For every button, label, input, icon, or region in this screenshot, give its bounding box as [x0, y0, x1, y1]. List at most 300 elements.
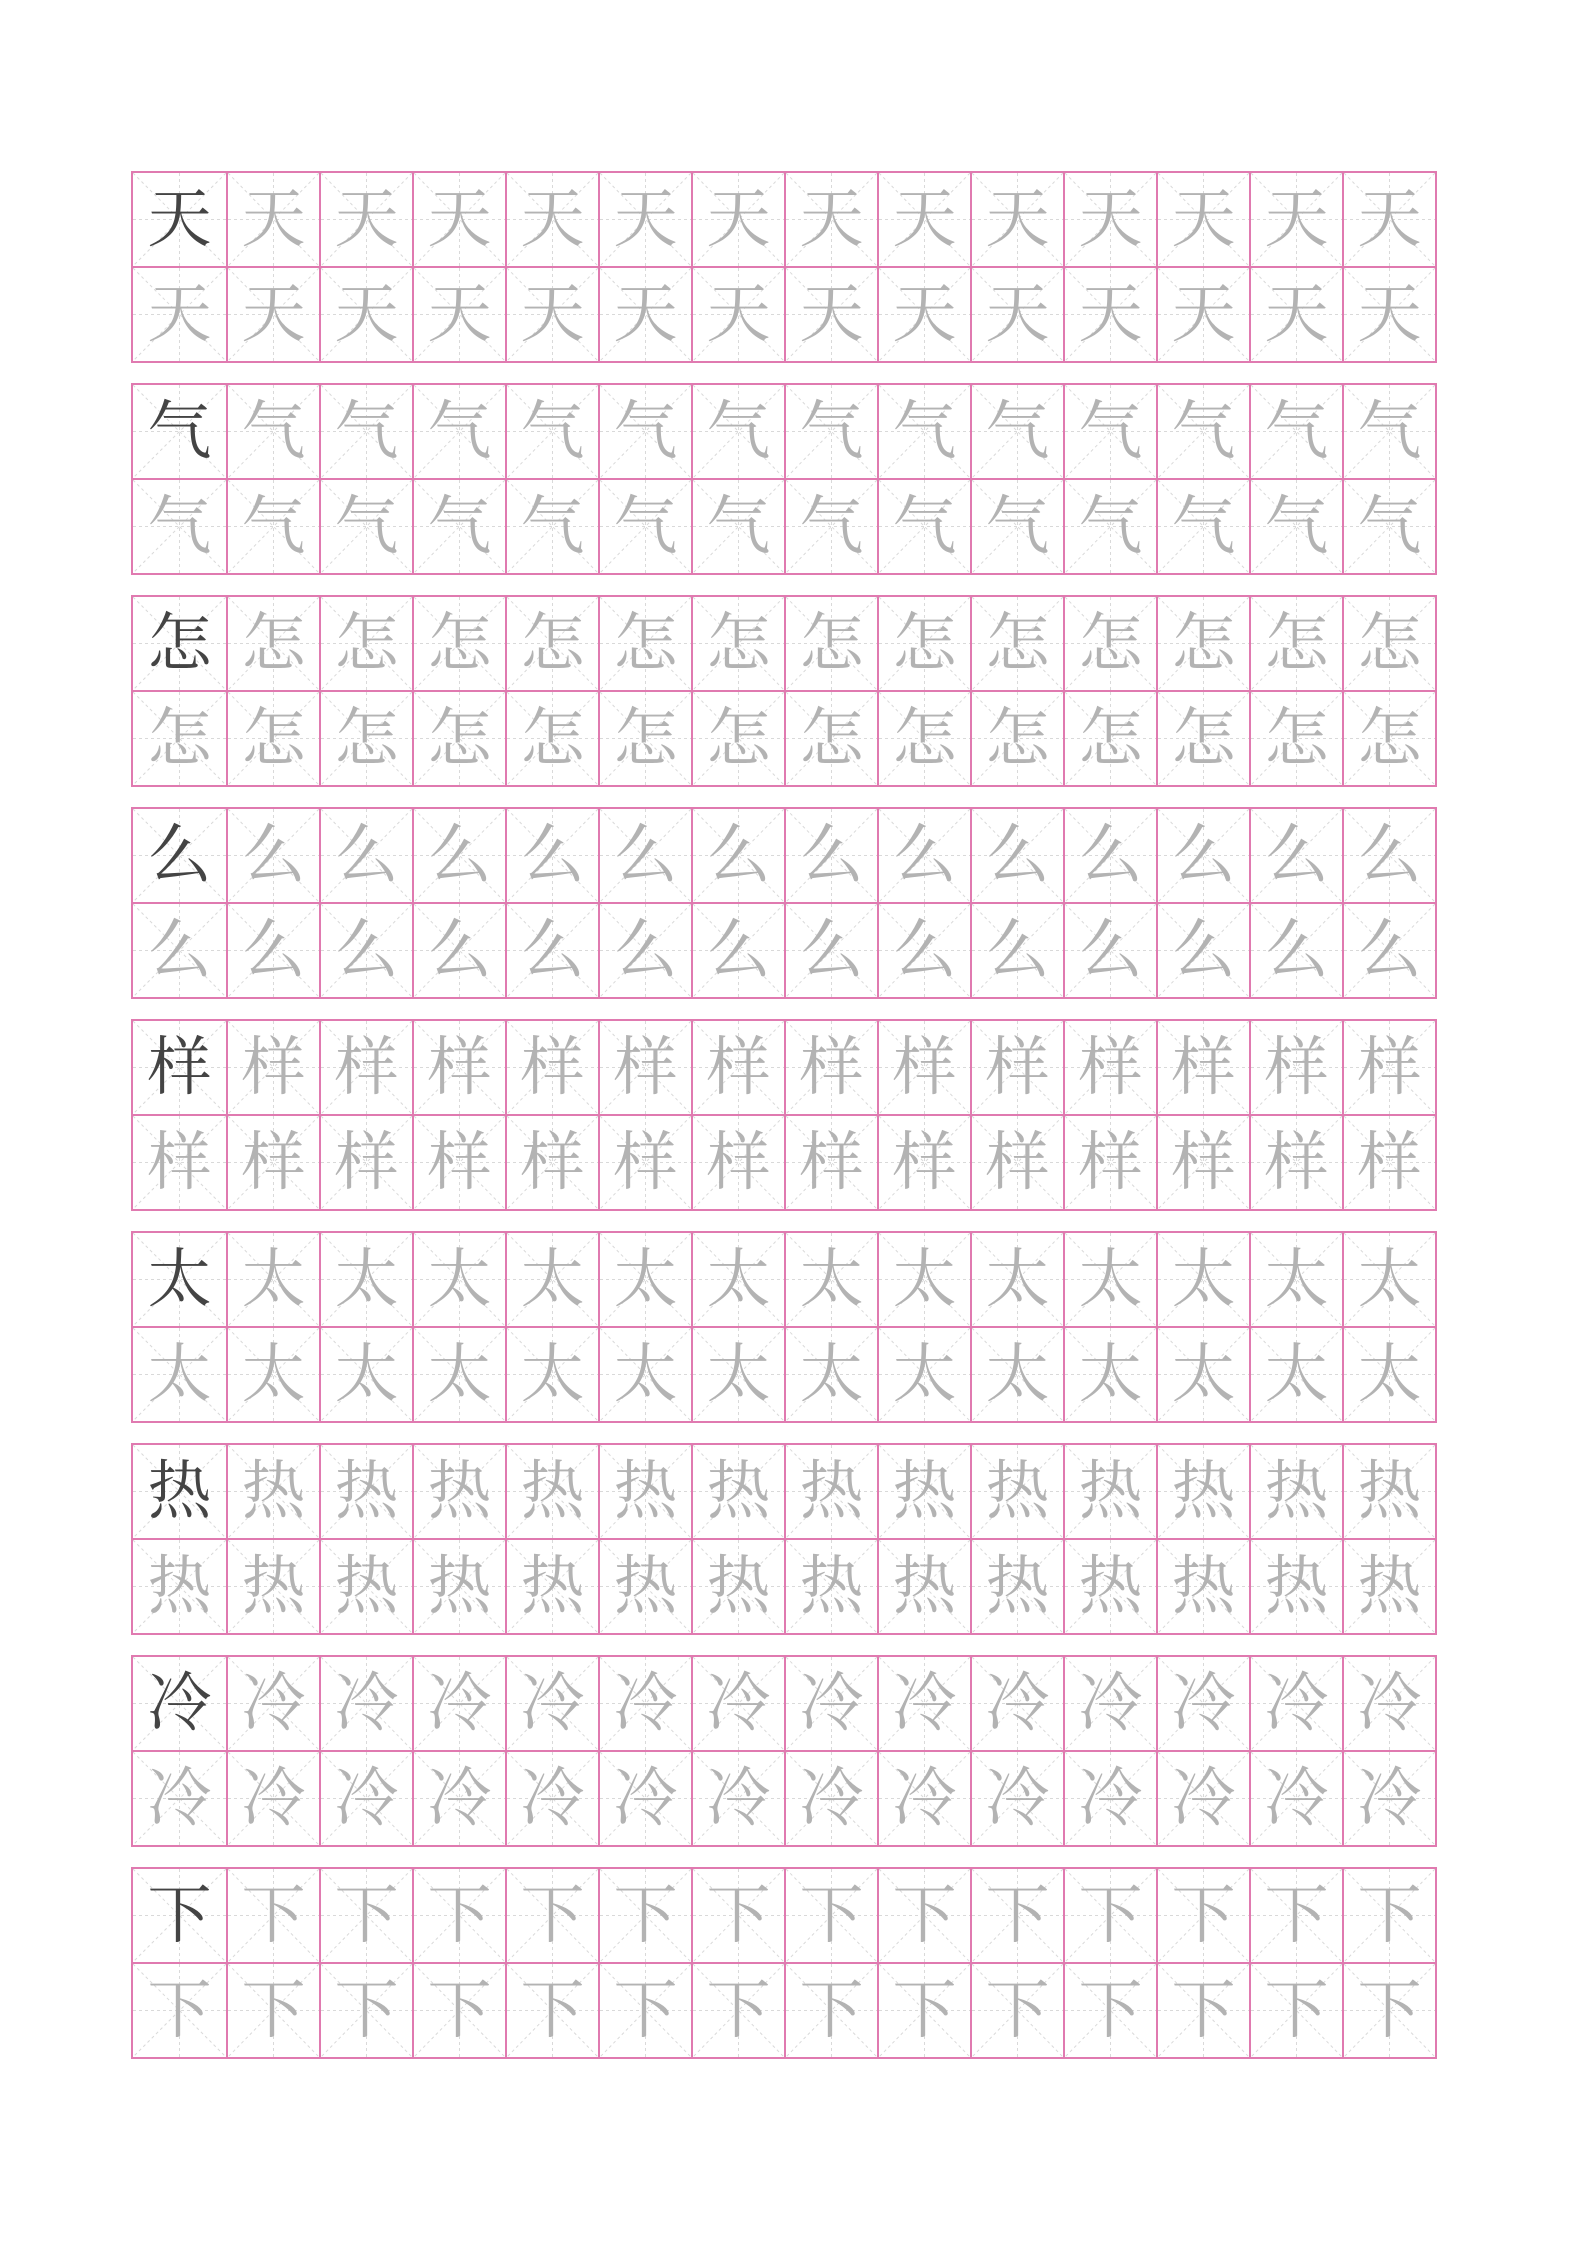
trace-character: 太: [147, 1337, 212, 1412]
grid-cell: [784, 1964, 877, 2057]
trace-character: 么: [892, 913, 957, 988]
grid-cell: [412, 480, 505, 573]
grid-cell: [319, 1328, 412, 1421]
grid-cell: [133, 809, 226, 902]
grid-cell: [319, 1540, 412, 1633]
trace-character: 热: [1357, 1549, 1422, 1624]
trace-character: 么: [147, 913, 212, 988]
model-character: 下: [147, 1878, 212, 1953]
grid-cell: [412, 173, 505, 266]
grid-cell: [1342, 385, 1435, 478]
trace-character: 下: [892, 1878, 957, 1953]
trace-character: 气: [1078, 489, 1143, 564]
grid-cell: [877, 692, 970, 785]
trace-character: 冷: [1264, 1666, 1329, 1741]
grid-cell: [319, 1869, 412, 1962]
trace-character: 怎: [799, 701, 864, 776]
grid-cell: [1342, 1540, 1435, 1633]
character-block: [131, 1231, 1437, 1423]
trace-character: 热: [1078, 1549, 1143, 1624]
grid-cell: [1249, 1540, 1342, 1633]
grid-cell: [133, 480, 226, 573]
trace-character: 太: [799, 1242, 864, 1317]
grid-cell: [1156, 1540, 1249, 1633]
trace-character: 怎: [706, 701, 771, 776]
grid-cell: [784, 1540, 877, 1633]
grid-cell: [691, 1964, 784, 2057]
trace-character: 热: [1264, 1454, 1329, 1529]
grid-cell: [1063, 1964, 1156, 2057]
grid-cell: [784, 597, 877, 690]
grid-cell: [505, 1869, 598, 1962]
trace-character: 热: [1171, 1549, 1236, 1624]
trace-character: 热: [985, 1549, 1050, 1624]
grid-cell: [1156, 480, 1249, 573]
grid-cell: [133, 385, 226, 478]
grid-cell: [691, 1328, 784, 1421]
trace-character: 下: [520, 1878, 585, 1953]
grid-cell: [133, 1869, 226, 1962]
grid-cell: [133, 268, 226, 361]
grid-cell: [598, 268, 691, 361]
grid-cell: [226, 1116, 319, 1209]
trace-character: 天: [613, 182, 678, 257]
grid-cell: [1156, 1657, 1249, 1750]
trace-character: 样: [1264, 1030, 1329, 1105]
grid-cell: [412, 1540, 505, 1633]
trace-character: 天: [985, 277, 1050, 352]
grid-cell: [1342, 1657, 1435, 1750]
trace-character: 么: [1264, 818, 1329, 893]
grid-cell: [877, 173, 970, 266]
grid-cell: [1342, 480, 1435, 573]
grid-cell: [1342, 1964, 1435, 2057]
grid-cell: [1249, 1116, 1342, 1209]
grid-cell: [133, 1964, 226, 2057]
trace-character: 怎: [892, 606, 957, 681]
grid-cell: [970, 1445, 1063, 1538]
grid-cell: [1249, 173, 1342, 266]
trace-character: 下: [241, 1878, 306, 1953]
grid-cell: [226, 809, 319, 902]
trace-character: 怎: [334, 606, 399, 681]
trace-character: 太: [892, 1337, 957, 1412]
practice-row: [133, 902, 1435, 997]
trace-character: 气: [1078, 394, 1143, 469]
grid-cell: [784, 1657, 877, 1750]
trace-character: 热: [1078, 1454, 1143, 1529]
grid-cell: [226, 480, 319, 573]
practice-row: [133, 690, 1435, 785]
trace-character: 下: [334, 1973, 399, 2048]
grid-cell: [784, 1116, 877, 1209]
trace-character: 气: [892, 394, 957, 469]
trace-character: 热: [1357, 1454, 1422, 1529]
trace-character: 冷: [1171, 1666, 1236, 1741]
grid-cell: [319, 1021, 412, 1114]
trace-character: 太: [241, 1242, 306, 1317]
grid-cell: [877, 1116, 970, 1209]
trace-character: 样: [892, 1030, 957, 1105]
trace-character: 热: [427, 1454, 492, 1529]
trace-character: 太: [985, 1337, 1050, 1412]
grid-cell: [133, 173, 226, 266]
trace-character: 怎: [892, 701, 957, 776]
trace-character: 下: [1357, 1878, 1422, 1953]
grid-cell: [1156, 1233, 1249, 1326]
grid-cell: [226, 1328, 319, 1421]
grid-cell: [412, 1328, 505, 1421]
trace-character: 样: [706, 1125, 771, 1200]
grid-cell: [598, 1445, 691, 1538]
grid-cell: [319, 692, 412, 785]
trace-character: 太: [892, 1242, 957, 1317]
trace-character: 下: [799, 1878, 864, 1953]
trace-character: 天: [799, 277, 864, 352]
trace-character: 冷: [427, 1761, 492, 1836]
grid-cell: [970, 385, 1063, 478]
grid-cell: [412, 1964, 505, 2057]
trace-character: 气: [799, 394, 864, 469]
trace-character: 样: [706, 1030, 771, 1105]
trace-character: 热: [241, 1549, 306, 1624]
trace-character: 天: [520, 182, 585, 257]
grid-cell: [784, 904, 877, 997]
grid-cell: [505, 268, 598, 361]
trace-character: 下: [1078, 1878, 1143, 1953]
grid-cell: [598, 1540, 691, 1633]
grid-cell: [877, 1445, 970, 1538]
grid-cell: [691, 173, 784, 266]
trace-character: 热: [1264, 1549, 1329, 1624]
trace-character: 天: [427, 182, 492, 257]
grid-cell: [691, 1869, 784, 1962]
grid-cell: [1156, 809, 1249, 902]
trace-character: 下: [1078, 1973, 1143, 2048]
character-block: [131, 595, 1437, 787]
trace-character: 气: [1357, 394, 1422, 469]
grid-cell: [598, 904, 691, 997]
trace-character: 天: [334, 182, 399, 257]
grid-cell: [877, 1021, 970, 1114]
trace-character: 么: [1357, 818, 1422, 893]
trace-character: 气: [520, 394, 585, 469]
grid-cell: [784, 268, 877, 361]
grid-cell: [1156, 1752, 1249, 1845]
trace-character: 气: [427, 489, 492, 564]
grid-cell: [319, 480, 412, 573]
trace-character: 怎: [241, 701, 306, 776]
trace-character: 太: [1171, 1337, 1236, 1412]
trace-character: 太: [1264, 1242, 1329, 1317]
trace-character: 怎: [334, 701, 399, 776]
trace-character: 怎: [147, 701, 212, 776]
practice-row: [133, 385, 1435, 478]
trace-character: 天: [520, 277, 585, 352]
trace-character: 么: [1171, 913, 1236, 988]
grid-cell: [1156, 173, 1249, 266]
grid-cell: [505, 1540, 598, 1633]
grid-cell: [505, 692, 598, 785]
grid-cell: [505, 1752, 598, 1845]
grid-cell: [412, 692, 505, 785]
grid-cell: [505, 1021, 598, 1114]
grid-cell: [877, 1540, 970, 1633]
trace-character: 么: [892, 818, 957, 893]
practice-row: [133, 1750, 1435, 1845]
grid-cell: [691, 480, 784, 573]
grid-cell: [226, 904, 319, 997]
grid-cell: [133, 1657, 226, 1750]
trace-character: 天: [1264, 277, 1329, 352]
grid-cell: [226, 692, 319, 785]
trace-character: 气: [427, 394, 492, 469]
trace-character: 下: [613, 1973, 678, 2048]
trace-character: 太: [520, 1242, 585, 1317]
trace-character: 下: [1171, 1973, 1236, 2048]
model-character: 太: [147, 1242, 212, 1317]
grid-cell: [226, 385, 319, 478]
trace-character: 样: [1264, 1125, 1329, 1200]
grid-cell: [1063, 480, 1156, 573]
character-block: [131, 1867, 1437, 2059]
trace-character: 太: [1357, 1337, 1422, 1412]
grid-cell: [1249, 692, 1342, 785]
grid-cell: [1342, 1328, 1435, 1421]
grid-cell: [412, 904, 505, 997]
trace-character: 气: [1357, 489, 1422, 564]
practice-row: [133, 1114, 1435, 1209]
trace-character: 天: [147, 277, 212, 352]
grid-cell: [691, 692, 784, 785]
grid-cell: [784, 692, 877, 785]
grid-cell: [1156, 1116, 1249, 1209]
grid-cell: [877, 904, 970, 997]
trace-character: 热: [799, 1454, 864, 1529]
grid-cell: [970, 173, 1063, 266]
grid-cell: [1249, 1445, 1342, 1538]
grid-cell: [1249, 597, 1342, 690]
trace-character: 怎: [520, 701, 585, 776]
trace-character: 怎: [1357, 701, 1422, 776]
trace-character: 天: [799, 182, 864, 257]
grid-cell: [226, 1021, 319, 1114]
grid-cell: [1249, 1233, 1342, 1326]
grid-cell: [226, 1445, 319, 1538]
trace-character: 冷: [892, 1761, 957, 1836]
trace-character: 冷: [147, 1761, 212, 1836]
trace-character: 冷: [241, 1666, 306, 1741]
practice-row: [133, 266, 1435, 361]
trace-character: 气: [334, 394, 399, 469]
trace-character: 样: [427, 1125, 492, 1200]
trace-character: 热: [334, 1549, 399, 1624]
trace-character: 冷: [1171, 1761, 1236, 1836]
trace-character: 热: [892, 1549, 957, 1624]
grid-cell: [598, 1964, 691, 2057]
trace-character: 天: [1357, 182, 1422, 257]
trace-character: 冷: [985, 1666, 1050, 1741]
trace-character: 气: [892, 489, 957, 564]
grid-cell: [1063, 1540, 1156, 1633]
grid-cell: [970, 1021, 1063, 1114]
trace-character: 冷: [799, 1666, 864, 1741]
grid-cell: [226, 173, 319, 266]
trace-character: 热: [613, 1454, 678, 1529]
grid-cell: [1063, 1869, 1156, 1962]
grid-cell: [412, 1021, 505, 1114]
trace-character: 下: [520, 1973, 585, 2048]
trace-character: 太: [706, 1242, 771, 1317]
grid-cell: [226, 268, 319, 361]
trace-character: 冷: [1357, 1666, 1422, 1741]
grid-cell: [1063, 1021, 1156, 1114]
model-character: 天: [147, 182, 212, 257]
grid-cell: [877, 1233, 970, 1326]
model-character: 么: [147, 818, 212, 893]
grid-cell: [598, 809, 691, 902]
grid-cell: [598, 1116, 691, 1209]
grid-cell: [412, 1657, 505, 1750]
grid-cell: [412, 809, 505, 902]
grid-cell: [133, 1021, 226, 1114]
grid-cell: [1249, 1752, 1342, 1845]
trace-character: 样: [427, 1030, 492, 1105]
model-character: 样: [147, 1030, 212, 1105]
practice-row: [133, 1233, 1435, 1326]
grid-cell: [1156, 1445, 1249, 1538]
trace-character: 太: [1357, 1242, 1422, 1317]
grid-cell: [1342, 692, 1435, 785]
trace-character: 下: [1171, 1878, 1236, 1953]
trace-character: 气: [1171, 489, 1236, 564]
practice-row: [133, 1869, 1435, 1962]
trace-character: 冷: [241, 1761, 306, 1836]
trace-character: 天: [241, 182, 306, 257]
grid-cell: [226, 1233, 319, 1326]
trace-character: 气: [1171, 394, 1236, 469]
trace-character: 么: [1078, 913, 1143, 988]
grid-cell: [970, 1657, 1063, 1750]
grid-cell: [1342, 1116, 1435, 1209]
trace-character: 么: [520, 913, 585, 988]
grid-cell: [133, 692, 226, 785]
grid-cell: [784, 385, 877, 478]
grid-cell: [784, 1233, 877, 1326]
grid-cell: [691, 385, 784, 478]
grid-cell: [877, 268, 970, 361]
grid-cell: [598, 1233, 691, 1326]
grid-cell: [1063, 692, 1156, 785]
grid-cell: [319, 1233, 412, 1326]
trace-character: 冷: [985, 1761, 1050, 1836]
grid-cell: [412, 385, 505, 478]
grid-cell: [412, 1233, 505, 1326]
grid-cell: [877, 480, 970, 573]
trace-character: 样: [334, 1030, 399, 1105]
grid-cell: [598, 1869, 691, 1962]
grid-cell: [598, 1657, 691, 1750]
trace-character: 怎: [985, 606, 1050, 681]
grid-cell: [784, 173, 877, 266]
grid-cell: [1156, 904, 1249, 997]
grid-cell: [970, 1964, 1063, 2057]
grid-cell: [1156, 268, 1249, 361]
grid-cell: [691, 1752, 784, 1845]
trace-character: 么: [613, 913, 678, 988]
trace-character: 样: [613, 1030, 678, 1105]
trace-character: 样: [147, 1125, 212, 1200]
practice-row: [133, 173, 1435, 266]
trace-character: 么: [985, 913, 1050, 988]
grid-cell: [319, 1116, 412, 1209]
trace-character: 怎: [1171, 701, 1236, 776]
trace-character: 热: [613, 1549, 678, 1624]
grid-cell: [598, 1328, 691, 1421]
grid-cell: [1342, 809, 1435, 902]
grid-cell: [598, 1021, 691, 1114]
grid-cell: [970, 1869, 1063, 1962]
trace-character: 样: [1078, 1030, 1143, 1105]
trace-character: 热: [334, 1454, 399, 1529]
trace-character: 样: [1357, 1030, 1422, 1105]
grid-cell: [1063, 1445, 1156, 1538]
trace-character: 怎: [799, 606, 864, 681]
trace-character: 太: [1171, 1242, 1236, 1317]
grid-cell: [505, 1445, 598, 1538]
grid-cell: [598, 173, 691, 266]
grid-cell: [319, 904, 412, 997]
trace-character: 下: [892, 1973, 957, 2048]
grid-cell: [1156, 1328, 1249, 1421]
trace-character: 下: [1264, 1878, 1329, 1953]
trace-character: 冷: [706, 1761, 771, 1836]
trace-character: 么: [985, 818, 1050, 893]
grid-cell: [319, 809, 412, 902]
grid-cell: [970, 1540, 1063, 1633]
trace-character: 冷: [613, 1666, 678, 1741]
grid-cell: [505, 1233, 598, 1326]
trace-character: 天: [892, 277, 957, 352]
grid-cell: [319, 1964, 412, 2057]
grid-cell: [1342, 904, 1435, 997]
trace-character: 太: [613, 1242, 678, 1317]
trace-character: 怎: [1078, 701, 1143, 776]
trace-character: 冷: [334, 1761, 399, 1836]
grid-cell: [319, 1445, 412, 1538]
grid-cell: [877, 597, 970, 690]
trace-character: 怎: [1078, 606, 1143, 681]
trace-character: 天: [1171, 277, 1236, 352]
trace-character: 太: [427, 1242, 492, 1317]
trace-character: 太: [985, 1242, 1050, 1317]
grid-cell: [1063, 385, 1156, 478]
character-block: [131, 807, 1437, 999]
practice-row: [133, 1538, 1435, 1633]
trace-character: 天: [706, 277, 771, 352]
grid-cell: [877, 809, 970, 902]
grid-cell: [691, 1657, 784, 1750]
grid-cell: [970, 1752, 1063, 1845]
trace-character: 冷: [334, 1666, 399, 1741]
grid-cell: [226, 1540, 319, 1633]
grid-cell: [691, 1116, 784, 1209]
trace-character: 怎: [1264, 701, 1329, 776]
practice-row: [133, 478, 1435, 573]
grid-cell: [784, 480, 877, 573]
trace-character: 样: [799, 1125, 864, 1200]
character-block: [131, 1443, 1437, 1635]
